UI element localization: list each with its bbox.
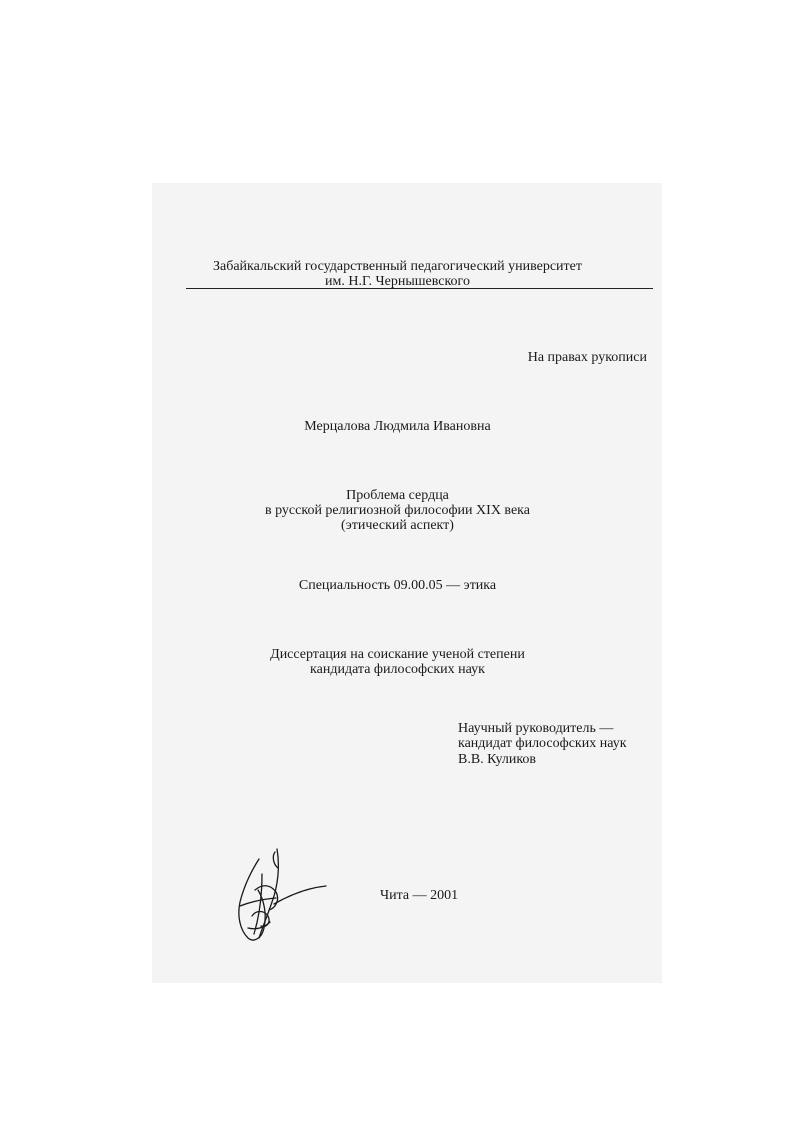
place-and-year: Чита — 2001 bbox=[380, 888, 459, 903]
handwritten-signature bbox=[228, 844, 334, 946]
institution-named-after: им. Н.Г. Чернышевского bbox=[325, 274, 470, 289]
advisor-line-1: Научный руководитель — bbox=[458, 721, 614, 736]
header-rule bbox=[186, 288, 653, 289]
degree-line-2: кандидата философских наук bbox=[310, 662, 485, 677]
institution-name: Забайкальский государственный педагогический университет bbox=[212, 259, 582, 274]
author-name: Мерцалова Людмила Ивановна bbox=[304, 419, 491, 434]
dissertation-title-line-2: в русской религиозной философии XIX века bbox=[265, 503, 530, 518]
manuscript-note: На правах рукописи bbox=[527, 350, 647, 365]
dissertation-title-line-3: (этический аспект) bbox=[341, 518, 454, 533]
advisor-line-2: кандидат философских наук bbox=[458, 736, 627, 751]
degree-line-1: Диссертация на соискание ученой степени bbox=[270, 647, 525, 662]
advisor-line-3: В.В. Куликов bbox=[458, 752, 537, 767]
specialty: Специальность 09.00.05 — этика bbox=[298, 578, 497, 593]
dissertation-title-line-1: Проблема сердца bbox=[346, 488, 449, 503]
